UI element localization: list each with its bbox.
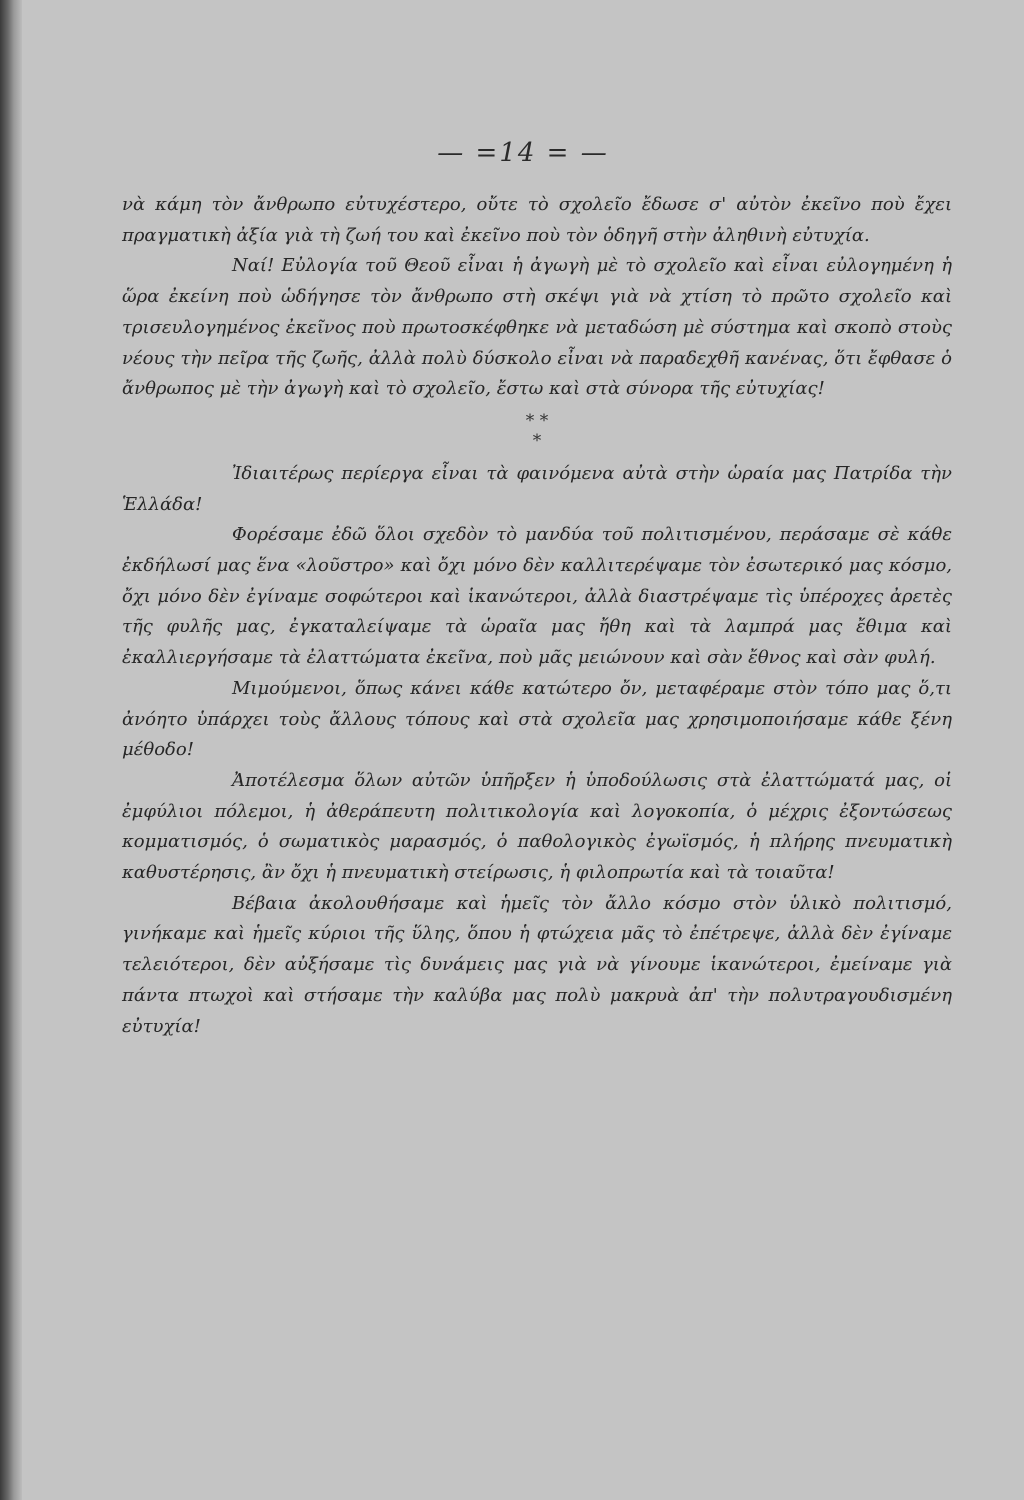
book-page (22, 0, 1024, 1500)
body-text (122, 190, 952, 1042)
paragraph-continuation: νὰ κάμη τὸν ἄνθρωπο εὐτυχέστερο, οὔτε τὸ σχολεῖο ἔδωσε σ' αὐτὸν ἐκεῖνο ποὺ ἔχει πραγματικὴ ἀξία γιὰ τὴ ζωή του καὶ ἐκεῖνο ποὺ τὸν ὁδηγῆ στὴν ἀληθινὴ εὐτυχία. (122, 194, 952, 246)
page-binding-edge (0, 0, 22, 1500)
paragraph: Βέβαια ἀκολουθήσαμε καὶ ἡμεῖς τὸν ἄλλο κόσμο στὸν ὑλικὸ πολιτισμό, γινήκαμε καὶ ἡμεῖς κύριοι τῆς ὕλης, ὅπου ἡ φτώχεια μᾶς τὸ ἐπέτρεψε, ἀλλὰ δὲν ἐγίναμε τελειότεροι, δὲν αὐξήσαμε τὶς δυνάμεις μας γιὰ νὰ γίνουμε ἱκανώτεροι, ἐμείναμε γιὰ πάντα πτωχοὶ καὶ στήσαμε τὴν καλύβα μας πολὺ μακρυὰ ἀπ' τὴν πολυτραγουδισμένη εὐτυχία! (122, 892, 952, 1037)
paragraph: Μιμούμενοι, ὅπως κάνει κάθε κατώτερο ὄν, μεταφέραμε στὸν τόπο μας ὅ,τι ἀνόητο ὑπάρχει τοὺς ἄλλους τόπους καὶ στὰ σχολεῖα μας χρησιμοποιήσαμε κάθε ξένη μέθοδο! (122, 677, 952, 761)
section-separator (122, 405, 952, 459)
paragraph: Ἰδιαιτέρως περίεργα εἶναι τὰ φαινόμενα αὐτὰ στὴν ὡραία μας Πατρίδα τὴν Ἑλλάδα! (122, 462, 952, 515)
paragraph: Φορέσαμε ἐδῶ ὅλοι σχεδὸν τὸ μανδύα τοῦ πολιτισμένου, περάσαμε σὲ κάθε ἐκδήλωσί μας ἕνα «λοῦστρο» καὶ ὄχι μόνο δὲν καλλιτερέψαμε τὸν ἐσωτερικό μας κόσμο, ὄχι μόνο δὲν ἐγίναμε σοφώτεροι καὶ ἱκανώτεροι, ἀλλὰ διαστρέψαμε τὶς ὑπέροχες ἀρετὲς τῆς φυλῆς μας, ἐγκαταλείψαμε τὰ ὡραῖα μας ἤθη καὶ τὰ λαμπρά μας ἔθιμα καὶ ἐκαλλιεργήσαμε τὰ ἐλαττώματα ἐκεῖνα, ποὺ μᾶς μειώνουν καὶ σὰν ἔθνος καὶ σὰν φυλή. (122, 524, 952, 669)
paragraph: Ἀποτέλεσμα ὅλων αὐτῶν ὑπῆρξεν ἡ ὑποδούλωσις στὰ ἐλαττώματά μας, οἱ ἐμφύλιοι πόλεμοι, ἡ ἀθεράπευτη πολιτικολογία καὶ λογοκοπία, ὁ μέχρις ἐξοντώσεως κομματισμός, ὁ σωματικὸς μαρασμός, ὁ παθολογικὸς ἐγωϊσμός, ἡ πλήρης πνευματικὴ καθυστέρησις, ἂν ὄχι ἡ πνευματικὴ στείρωσις, ἡ φιλοπρωτία καὶ τὰ τοιαῦτα! (122, 769, 952, 884)
page-number: — =14 = — (437, 138, 609, 168)
separator-asterisks: * * * (525, 410, 549, 451)
paragraph: Ναί! Εὐλογία τοῦ Θεοῦ εἶναι ἡ ἀγωγὴ μὲ τὸ σχολεῖο καὶ εἶναι εὐλογημένη ἡ ὥρα ἐκείνη ποὺ ὡδήγησε τὸν ἄνθρωπο στὴ σκέψι γιὰ νὰ χτίση τὸ πρῶτο σχολεῖο καὶ τρισευλογημένος ἐκεῖνος ποὺ πρωτοσκέφθηκε νὰ μεταδώση μὲ σύστημα καὶ σκοπὸ στοὺς νέους τὴν πεῖρα τῆς ζωῆς, ἀλλὰ πολὺ δύσκολο εἶναι νὰ παραδεχθῆ κανένας, ὅτι ἔφθασε ὁ ἄνθρωπος μὲ τὴν ἀγωγὴ καὶ τὸ σχολεῖο, ἔστω καὶ στὰ σύνορα τῆς εὐτυχίας! (122, 255, 952, 400)
